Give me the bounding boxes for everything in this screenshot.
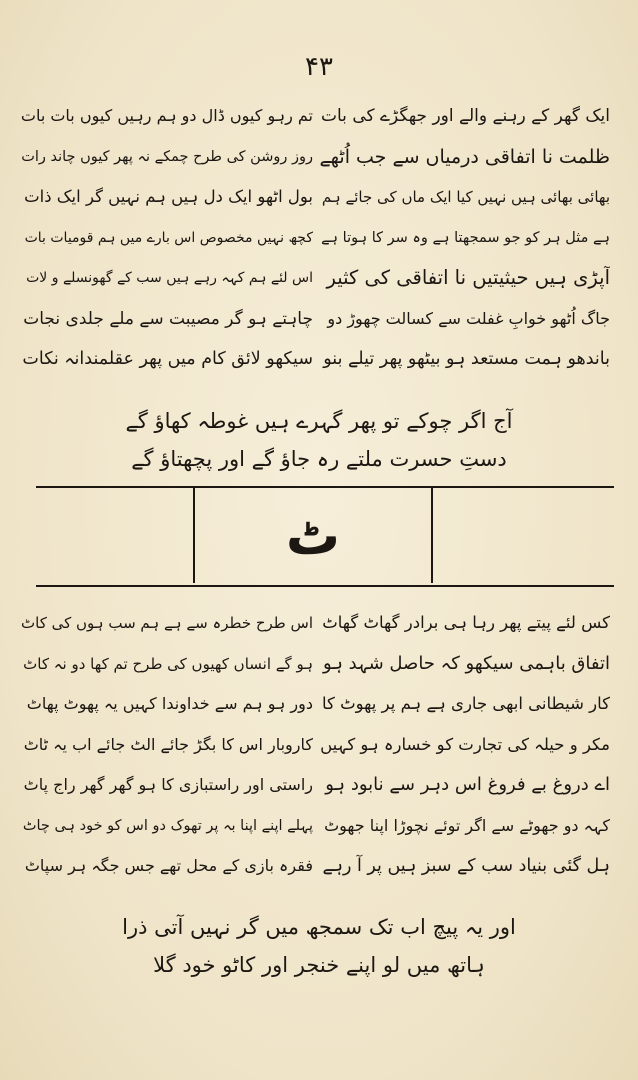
verse-line: اتفاق باہمی سیکھو کہ حاصل شہد ہو bbox=[323, 652, 610, 674]
section-divider-bottom bbox=[36, 585, 614, 587]
verse-line: ہو گے انساں کھیوں کی طرح تم کھا دو نہ کاٹ bbox=[23, 654, 313, 673]
verse-line: کس لئے پیتے پھر رہا ہی برادر گھاٹ گھاٹ bbox=[322, 613, 610, 632]
verse-line: اے دروغ بے فروغ اس دہر سے نابود ہو bbox=[325, 774, 610, 795]
couplet-line: ہاتھ میں لو اپنے خنجر اور کاٹو خود گلا bbox=[153, 953, 485, 977]
verse-line: دور ہو ہم سے خداوندا کہیں یہ پھوٹ پھاٹ bbox=[26, 694, 313, 713]
verse-line: سیکھو لائق کام میں پھر عقلمندانہ نکات bbox=[22, 349, 313, 369]
top-right-column bbox=[320, 96, 610, 380]
bottom-right-column bbox=[318, 603, 610, 887]
verse-line: ایک گھر کے رہنے والے اور جھگڑے کی بات bbox=[321, 106, 610, 126]
verse-line: اس طرح خطرہ سے ہے ہم سب ہوں کی کاٹ bbox=[21, 614, 313, 632]
verse-line: کاروبار اس کا بگڑ جائے الٹ جائے اب یہ ٹاٹ bbox=[23, 734, 313, 754]
bottom-closing-couplet bbox=[0, 908, 638, 984]
couplet-line: دستِ حسرت ملتے رہ جاؤ گے اور پچھتاؤ گے bbox=[131, 447, 507, 471]
couplet-line: آج اگر چوکے تو پھر گہرے ہیں غوطہ کھاؤ گے bbox=[125, 409, 513, 433]
verse-line: بھائی بھائی ہیں نہیں کیا ایک ماں کی جائے ہم bbox=[321, 188, 610, 206]
verse-line: راستی اور راستبازی کا ہو گھر گھر راج پاٹ bbox=[23, 775, 313, 794]
verse-line: کچھ نہیں مخصوص اس بارے میں ہم قومیات بات bbox=[24, 229, 313, 246]
verse-line: چاہتے ہو گر مصیبت سے ملے جلدی نجات bbox=[23, 308, 313, 329]
verse-line: ہے مثل ہر کو جو سمجھتا ہے وہ سر کا ہوتا ہے bbox=[321, 229, 610, 246]
page-number: ۴۳ bbox=[305, 52, 333, 82]
top-closing-couplet bbox=[0, 402, 638, 478]
verse-line: روز روشن کی طرح چمکے نہ پھر کیوں چاند رات bbox=[21, 148, 313, 165]
verse-line: اس لئے ہم کہہ رہے ہیں سب کے گھونسلے و لات bbox=[26, 270, 313, 286]
top-left-column bbox=[21, 96, 313, 380]
verse-line: مکر و حیلہ کی تجارت کو خسارہ ہو کہیں bbox=[320, 734, 610, 754]
verse-line: ہل گئی بنیاد سب کے سبز ہیں پر آ رہے bbox=[322, 856, 610, 876]
section-letter-box bbox=[193, 488, 433, 583]
verse-line: جاگ اُٹھو خوابِ غفلت سے کسالت چھوڑ دو bbox=[327, 308, 610, 328]
section-letter: ٹ bbox=[285, 504, 341, 567]
couplet-line: اور یہ پیچ اب تک سمجھ میں گر نہیں آتی ذرا bbox=[122, 915, 516, 939]
verse-line: پہلے اپنے اپنا بہ پر تھوک دو اس کو خود ہی چاٹ bbox=[22, 817, 313, 834]
verse-line: ظلمت نا اتفاقی درمیاں سے جب اُٹھے bbox=[320, 145, 610, 168]
verse-line: بول اٹھو ایک دل ہیں ہم نہیں گر ایک ذات bbox=[24, 187, 313, 206]
verse-line: باندھو ہمت مستعد ہو بیٹھو پھر تیلے بنو bbox=[323, 349, 610, 369]
verse-line: آپڑی ہیں حیثیتیں نا اتفاقی کی کثیر bbox=[326, 266, 610, 289]
verse-line: فقرہ بازی کے محل تھے جس جگہ ہر سپاٹ bbox=[24, 856, 313, 875]
verse-line: کہہ دو جھوٹے سے اگر توئے نچوڑا اپنا جھوٹ bbox=[324, 815, 610, 835]
verse-line: تم رہو کیوں ڈال دو ہم رہیں کیوں بات بات bbox=[21, 106, 313, 125]
bottom-left-column bbox=[21, 603, 313, 887]
verse-line: کار شیطانی ابھی جاری ہے ہم پر پھوٹ کا bbox=[322, 694, 610, 713]
